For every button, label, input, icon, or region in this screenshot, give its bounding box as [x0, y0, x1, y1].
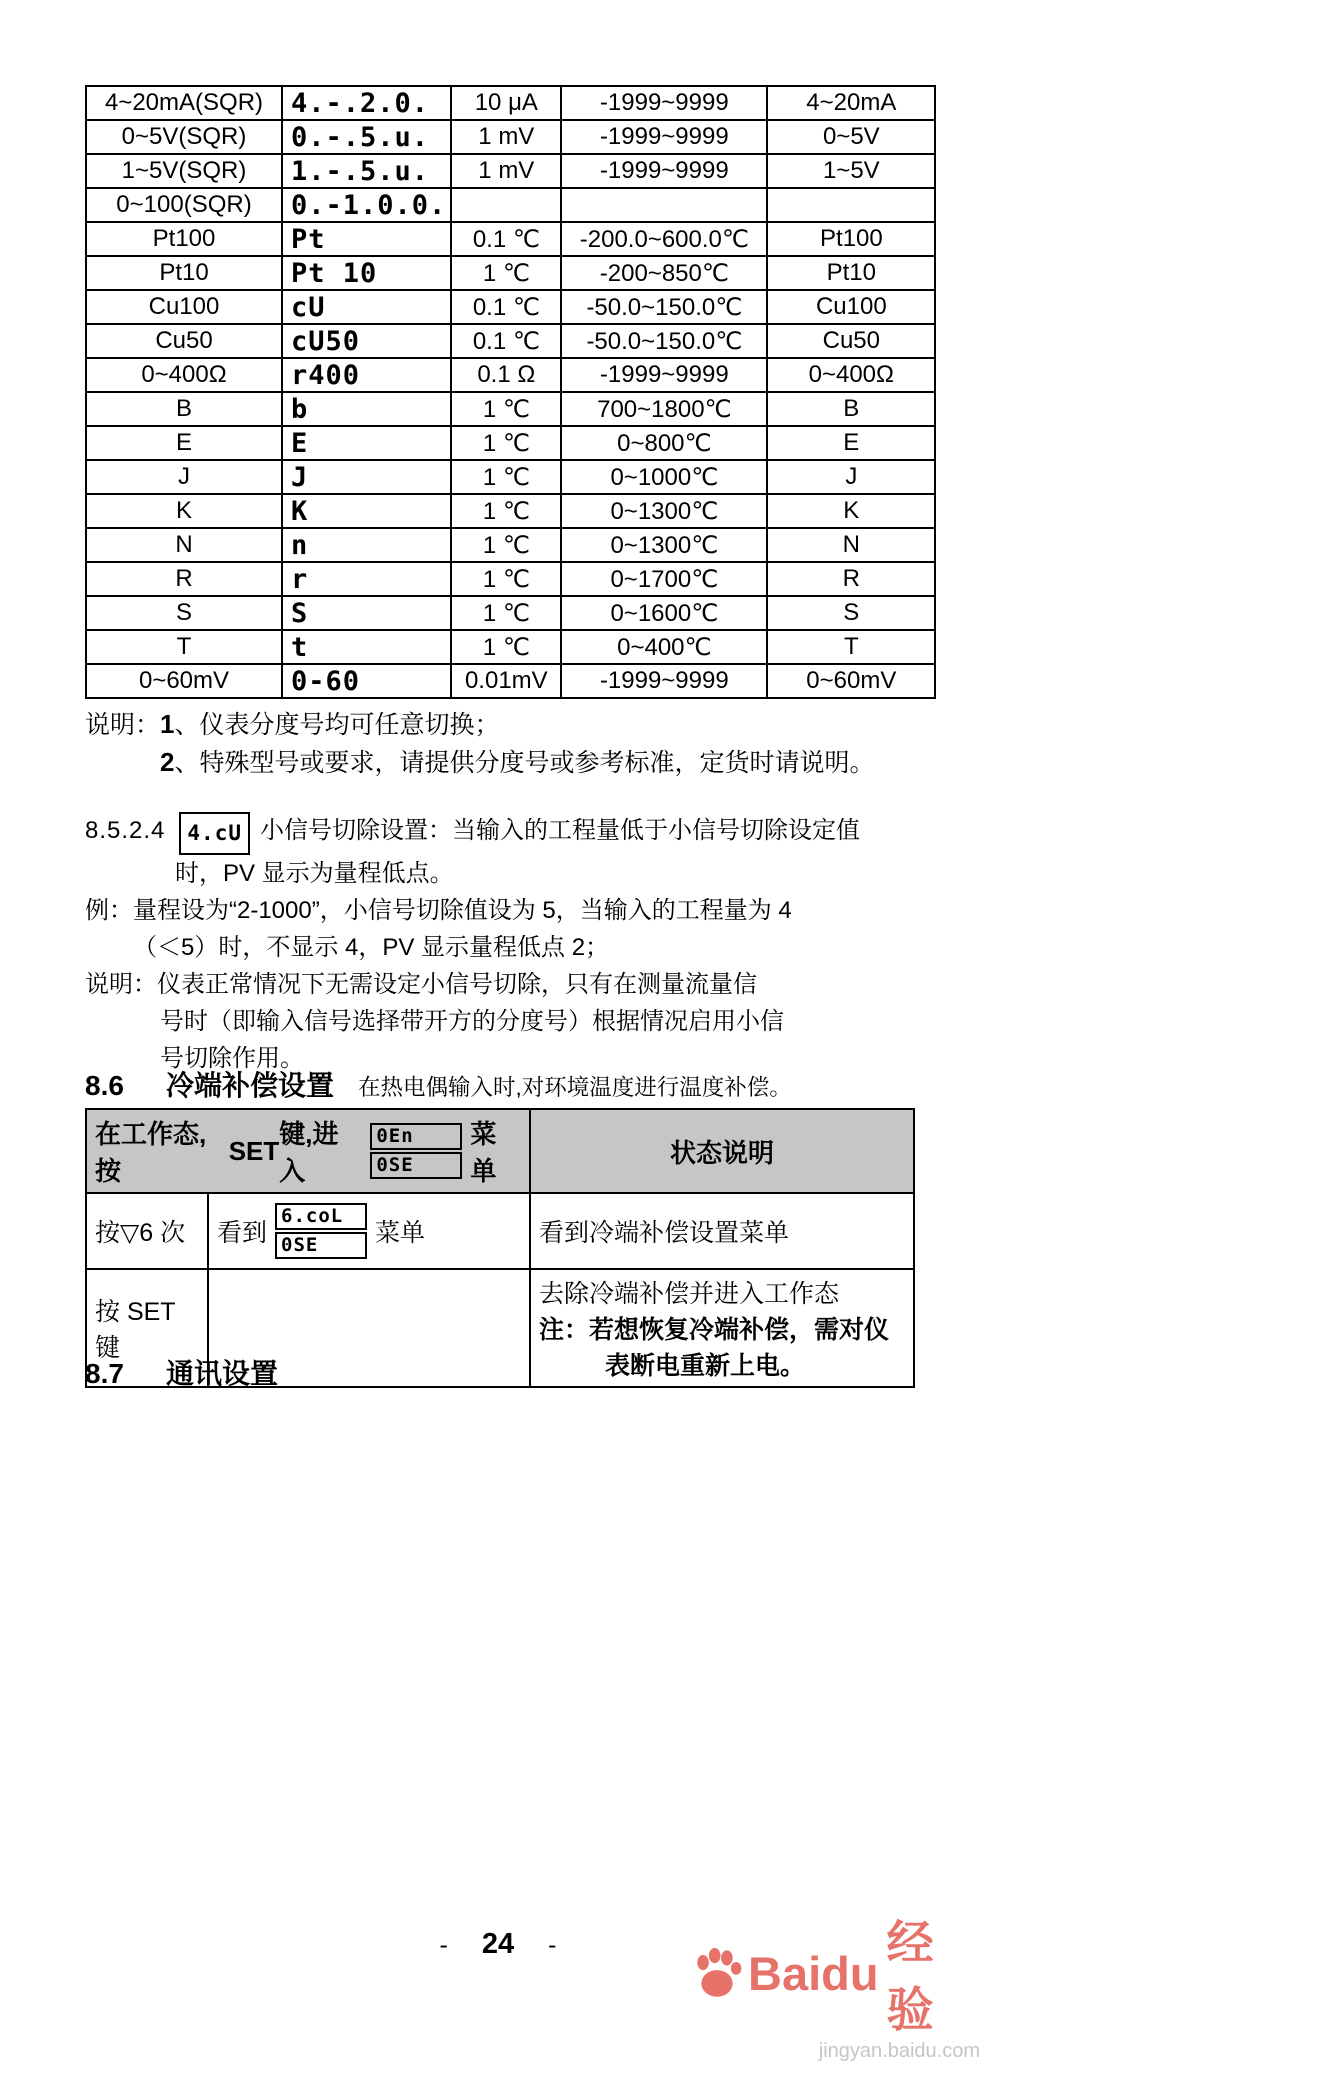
- signal-range-cell: 0~400℃: [561, 630, 767, 664]
- signal-range-cell: 0~1000℃: [561, 460, 767, 494]
- signal-range-cell: 0~800℃: [561, 426, 767, 460]
- signal-name-cell: Pt100: [86, 222, 282, 256]
- signal-table-row: [86, 120, 935, 154]
- watermark-brand-text: Baidu: [748, 1946, 879, 2000]
- signal-resolution-cell: 1 ℃: [451, 392, 561, 426]
- cold-junction-operation-table: [85, 1108, 915, 1388]
- note-1-number: 1: [160, 709, 175, 739]
- signal-label-cell: 0~60mV: [767, 664, 935, 698]
- signal-table-row: [86, 528, 935, 562]
- signal-table-row: [86, 188, 935, 222]
- signal-label-cell: R: [767, 562, 935, 596]
- signal-range-cell: 0~1300℃: [561, 494, 767, 528]
- op-row2-action-cell: 按 SET 键: [86, 1269, 208, 1387]
- note-line-2: [85, 744, 925, 782]
- signal-label-cell: [767, 188, 935, 222]
- signal-table-row: [86, 222, 935, 256]
- section-8-6-heading: [85, 1064, 925, 1104]
- watermark-url: jingyan.baidu.com: [818, 2040, 980, 2062]
- signal-range-cell: -200~850℃: [561, 256, 767, 290]
- section-8524-line-2: 时，PV 显示为量程低点。: [175, 860, 454, 887]
- signal-range-cell: -1999~9999: [561, 664, 767, 698]
- signal-display-code-cell: Pt: [282, 222, 451, 256]
- table-notes: [85, 706, 925, 782]
- signal-display-code-cell: t: [282, 630, 451, 664]
- signal-table-row: [86, 596, 935, 630]
- op-table-header-row: [86, 1109, 914, 1193]
- signal-range-cell: [561, 188, 767, 222]
- lcd-upper-window: 6.coL: [275, 1203, 367, 1230]
- signal-name-cell: K: [86, 494, 282, 528]
- footer-dash-right: -: [548, 1931, 557, 1959]
- signal-name-cell: 1~5V(SQR): [86, 154, 282, 188]
- signal-display-code-cell: cU50: [282, 324, 451, 358]
- signal-name-cell: B: [86, 392, 282, 426]
- signal-label-cell: E: [767, 426, 935, 460]
- signal-resolution-cell: 1 ℃: [451, 256, 561, 290]
- signal-table-row: [86, 290, 935, 324]
- signal-resolution-cell: 10 μA: [451, 86, 561, 120]
- watermark-logo-row: [688, 1906, 980, 2040]
- signal-table-row: [86, 256, 935, 290]
- signal-display-code-cell: cU: [282, 290, 451, 324]
- signal-resolution-cell: 1 ℃: [451, 596, 561, 630]
- signal-resolution-cell: 1 ℃: [451, 528, 561, 562]
- signal-display-code-cell: E: [282, 426, 451, 460]
- section-8-6-description: 在热电偶输入时,对环境温度进行温度补偿。: [357, 1075, 792, 1100]
- lcd-lower-window: 0SE: [370, 1152, 462, 1179]
- lcd-lower-window: 0SE: [275, 1232, 367, 1259]
- signal-resolution-cell: 0.1 ℃: [451, 324, 561, 358]
- section-8524-line-1: [85, 812, 925, 855]
- signal-resolution-cell: 1 ℃: [451, 630, 561, 664]
- signal-display-code-cell: 0-60: [282, 664, 451, 698]
- signal-display-code-cell: 0.-1.0.0.: [282, 188, 451, 222]
- signal-resolution-cell: 0.1 ℃: [451, 290, 561, 324]
- op-header-menu-word: 菜单: [470, 1119, 497, 1186]
- op-row1-menu-word: 菜单: [375, 1219, 426, 1247]
- signal-name-cell: 0~100(SQR): [86, 188, 282, 222]
- signal-display-code-cell: Pt 10: [282, 256, 451, 290]
- signal-table-row: [86, 494, 935, 528]
- signal-resolution-cell: 0.1 Ω: [451, 358, 561, 392]
- signal-name-cell: R: [86, 562, 282, 596]
- signal-table-row: [86, 664, 935, 698]
- signal-label-cell: 4~20mA: [767, 86, 935, 120]
- signal-name-cell: 4~20mA(SQR): [86, 86, 282, 120]
- signal-label-cell: Cu50: [767, 324, 935, 358]
- section-8524-note-2: 号时（即输入信号选择带开方的分度号）根据情况启用小信: [160, 1008, 784, 1035]
- op-row1-status-cell: 看到冷端补偿设置菜单: [530, 1193, 914, 1269]
- signal-label-cell: S: [767, 596, 935, 630]
- signal-resolution-cell: 1 mV: [451, 154, 561, 188]
- note-1-text: 、仪表分度号均可任意切换；: [174, 711, 500, 739]
- signal-label-cell: T: [767, 630, 935, 664]
- note-2-number: 2: [160, 747, 175, 777]
- note-line-1: [85, 706, 925, 744]
- signal-name-cell: 0~400Ω: [86, 358, 282, 392]
- op-row1-menu-cell: [208, 1193, 530, 1269]
- section-8-7-heading: [85, 1352, 925, 1392]
- signal-table-row: [86, 392, 935, 426]
- signal-range-cell: -1999~9999: [561, 86, 767, 120]
- signal-resolution-cell: 0.1 ℃: [451, 222, 561, 256]
- section-8-6-title: 冷端补偿设置: [165, 1070, 334, 1101]
- signal-range-cell: -1999~9999: [561, 358, 767, 392]
- signal-resolution-cell: 1 ℃: [451, 494, 561, 528]
- section-8524-example-2: （＜5）时，不显示 4，PV 显示量程低点 2；: [133, 934, 610, 961]
- set-key-label: SET: [228, 1135, 280, 1166]
- op-row1-menu-content: [217, 1203, 521, 1259]
- signal-table-row: [86, 154, 935, 188]
- lcd-code-4cu: 4.cU: [179, 812, 250, 855]
- op-row1-see-text: 看到: [217, 1219, 268, 1247]
- signal-name-cell: T: [86, 630, 282, 664]
- lcd-menu-display: [370, 1123, 462, 1179]
- signal-table-row: [86, 630, 935, 664]
- signal-label-cell: Cu100: [767, 290, 935, 324]
- signal-label-cell: K: [767, 494, 935, 528]
- signal-label-cell: J: [767, 460, 935, 494]
- section-8524-text-1: 小信号切除设置：当输入的工程量低于小信号切除设定值: [259, 817, 860, 844]
- footer-dash-left: -: [439, 1931, 448, 1959]
- section-8-7-title: 通讯设置: [165, 1358, 278, 1389]
- signal-display-code-cell: K: [282, 494, 451, 528]
- note-2-text: 、特殊型号或要求，请提供分度号或参考标准，定货时请说明。: [174, 749, 875, 777]
- page-number: 24: [481, 1928, 515, 1960]
- signal-display-code-cell: r: [282, 562, 451, 596]
- signal-display-code-cell: S: [282, 596, 451, 630]
- lcd-bcol-display: [275, 1203, 367, 1259]
- watermark-cn-text: 经验: [886, 1916, 934, 2036]
- op-row2-status-line-1: 去除冷端补偿并进入工作态: [539, 1280, 840, 1308]
- signal-name-cell: J: [86, 460, 282, 494]
- signal-table-row: [86, 358, 935, 392]
- signal-label-cell: 0~5V: [767, 120, 935, 154]
- section-8-6-number: 8.6: [85, 1070, 124, 1101]
- signal-table-row: [86, 324, 935, 358]
- signal-resolution-cell: 1 ℃: [451, 562, 561, 596]
- signal-range-cell: 0~1600℃: [561, 596, 767, 630]
- signal-range-cell: -1999~9999: [561, 154, 767, 188]
- note-label: 说明：: [85, 711, 161, 739]
- signal-name-cell: 0~60mV: [86, 664, 282, 698]
- signal-range-cell: 700~1800℃: [561, 392, 767, 426]
- signal-resolution-cell: 1 ℃: [451, 426, 561, 460]
- signal-range-cell: -50.0~150.0℃: [561, 290, 767, 324]
- op-table-row-down6: [86, 1193, 914, 1269]
- signal-display-code-cell: J: [282, 460, 451, 494]
- lcd-upper-window: 0En: [370, 1123, 462, 1150]
- section-8-5-2-4: [85, 812, 925, 1077]
- signal-table-row: [86, 426, 935, 460]
- signal-range-cell: -200.0~600.0℃: [561, 222, 767, 256]
- signal-name-cell: Cu50: [86, 324, 282, 358]
- signal-label-cell: 1~5V: [767, 154, 935, 188]
- signal-name-cell: N: [86, 528, 282, 562]
- baidu-jingyan-watermark: [688, 1906, 980, 2063]
- signal-resolution-cell: 1 mV: [451, 120, 561, 154]
- signal-name-cell: Cu100: [86, 290, 282, 324]
- op-table-header-status: 状态说明: [530, 1109, 914, 1193]
- signal-name-cell: S: [86, 596, 282, 630]
- signal-name-cell: 0~5V(SQR): [86, 120, 282, 154]
- signal-range-cell: -1999~9999: [561, 120, 767, 154]
- signal-resolution-cell: [451, 188, 561, 222]
- signal-range-cell: 0~1700℃: [561, 562, 767, 596]
- op-header-left-content: [95, 1114, 521, 1188]
- signal-display-code-cell: 4.-.2.0.: [282, 86, 451, 120]
- signal-resolution-cell: 1 ℃: [451, 460, 561, 494]
- section-8-7-number: 8.7: [85, 1358, 124, 1389]
- signal-display-code-cell: 1.-.5.u.: [282, 154, 451, 188]
- signal-display-code-cell: 0.-.5.u.: [282, 120, 451, 154]
- signal-label-cell: Pt10: [767, 256, 935, 290]
- op-header-post-text: 键,进入: [279, 1119, 339, 1186]
- op-table-header-left: [86, 1109, 530, 1193]
- signal-label-cell: B: [767, 392, 935, 426]
- signal-name-cell: Pt10: [86, 256, 282, 290]
- signal-resolution-cell: 0.01mV: [451, 664, 561, 698]
- section-8524-note-1: 说明：仪表正常情况下无需设定小信号切除，只有在测量流量信: [85, 971, 757, 998]
- section-8524-note-3: 号切除作用。: [160, 1045, 304, 1072]
- signal-table-row: [86, 86, 935, 120]
- op-row2-status-line-2: 注：若想恢复冷端补偿，需对仪: [539, 1316, 890, 1344]
- signal-table-row: [86, 562, 935, 596]
- signal-display-code-cell: n: [282, 528, 451, 562]
- signal-name-cell: E: [86, 426, 282, 460]
- section-8524-number: 8.5.2.4: [85, 817, 166, 844]
- signal-table-row: [86, 460, 935, 494]
- signal-range-cell: 0~1300℃: [561, 528, 767, 562]
- op-row2-status-line-3: 表断电重新上电。: [605, 1352, 806, 1380]
- section-8524-example-1: 例：量程设为“2-1000”，小信号切除值设为 5，当输入的工程量为 4: [85, 897, 792, 924]
- op-header-pre-text: 在工作态,按: [95, 1119, 207, 1186]
- signal-label-cell: 0~400Ω: [767, 358, 935, 392]
- signal-range-cell: -50.0~150.0℃: [561, 324, 767, 358]
- op-row1-action-cell: 按▽6 次: [86, 1193, 208, 1269]
- signal-label-cell: Pt100: [767, 222, 935, 256]
- signal-label-cell: N: [767, 528, 935, 562]
- baidu-paw-icon: [688, 1944, 746, 2002]
- signal-display-code-cell: b: [282, 392, 451, 426]
- signal-display-code-cell: r400: [282, 358, 451, 392]
- signal-range-table: [85, 85, 936, 699]
